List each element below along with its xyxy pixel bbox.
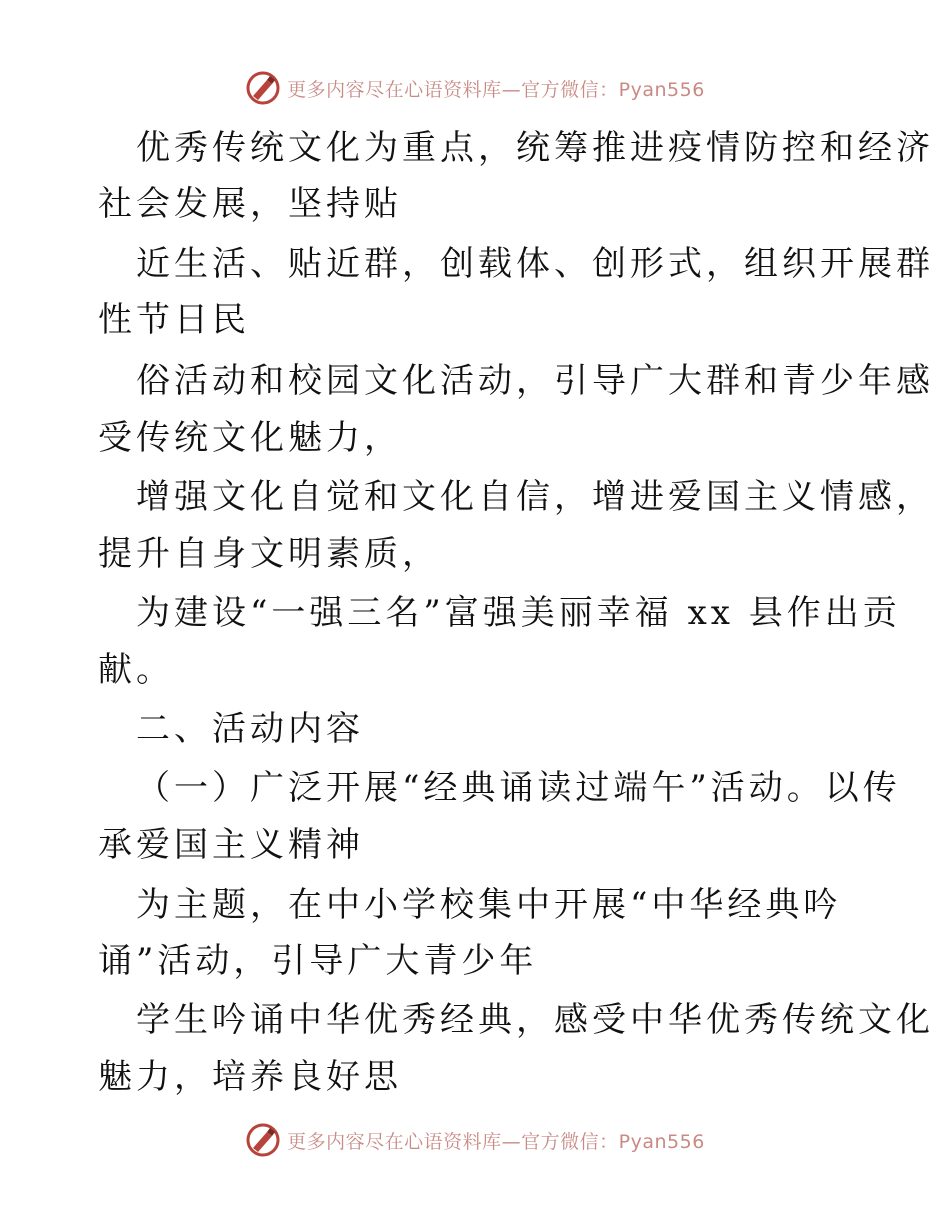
pen-logo-icon xyxy=(245,1122,281,1158)
body-line: 社会发展，坚持贴 xyxy=(98,184,402,224)
body-line: 提升自身文明素质， xyxy=(98,534,440,574)
header-banner xyxy=(0,70,950,106)
body-line: 诵”活动，引导广大青少年 xyxy=(98,941,538,981)
body-line: 承爱国主义精神 xyxy=(98,825,364,865)
section-heading: 二、活动内容 xyxy=(136,709,364,749)
body-line: 献。 xyxy=(98,650,174,690)
body-line: 俗活动和校园文化活动，引导广大群和青少年感 xyxy=(136,361,934,401)
banner-text: 更多内容尽在心语资料库—官方微信：Pyan556 xyxy=(287,78,705,101)
body-line: （一）广泛开展“经典诵读过端午”活动。以传 xyxy=(136,768,901,808)
body-line: 近生活、贴近群，创载体、创形式，组织开展群 xyxy=(136,244,934,284)
body-line: 性节日民 xyxy=(98,300,250,340)
footer-banner xyxy=(0,1122,950,1158)
body-line: 为主题，在中小学校集中开展“中华经典吟 xyxy=(136,885,842,925)
body-line: 学生吟诵中华优秀经典，感受中华优秀传统文化 xyxy=(136,1000,934,1040)
body-line: 为建设“一强三名”富强美丽幸福 xx 县作出贡 xyxy=(136,593,901,633)
pen-logo-icon xyxy=(245,70,281,106)
body-line: 受传统文化魅力， xyxy=(98,418,402,458)
body-line: 增强文化自觉和文化自信，增进爱国主义情感， xyxy=(136,477,934,517)
body-line: 优秀传统文化为重点，统筹推进疫情防控和经济 xyxy=(136,128,934,168)
body-line: 魅力，培养良好思 xyxy=(98,1057,402,1097)
banner-text: 更多内容尽在心语资料库—官方微信：Pyan556 xyxy=(287,1130,705,1153)
